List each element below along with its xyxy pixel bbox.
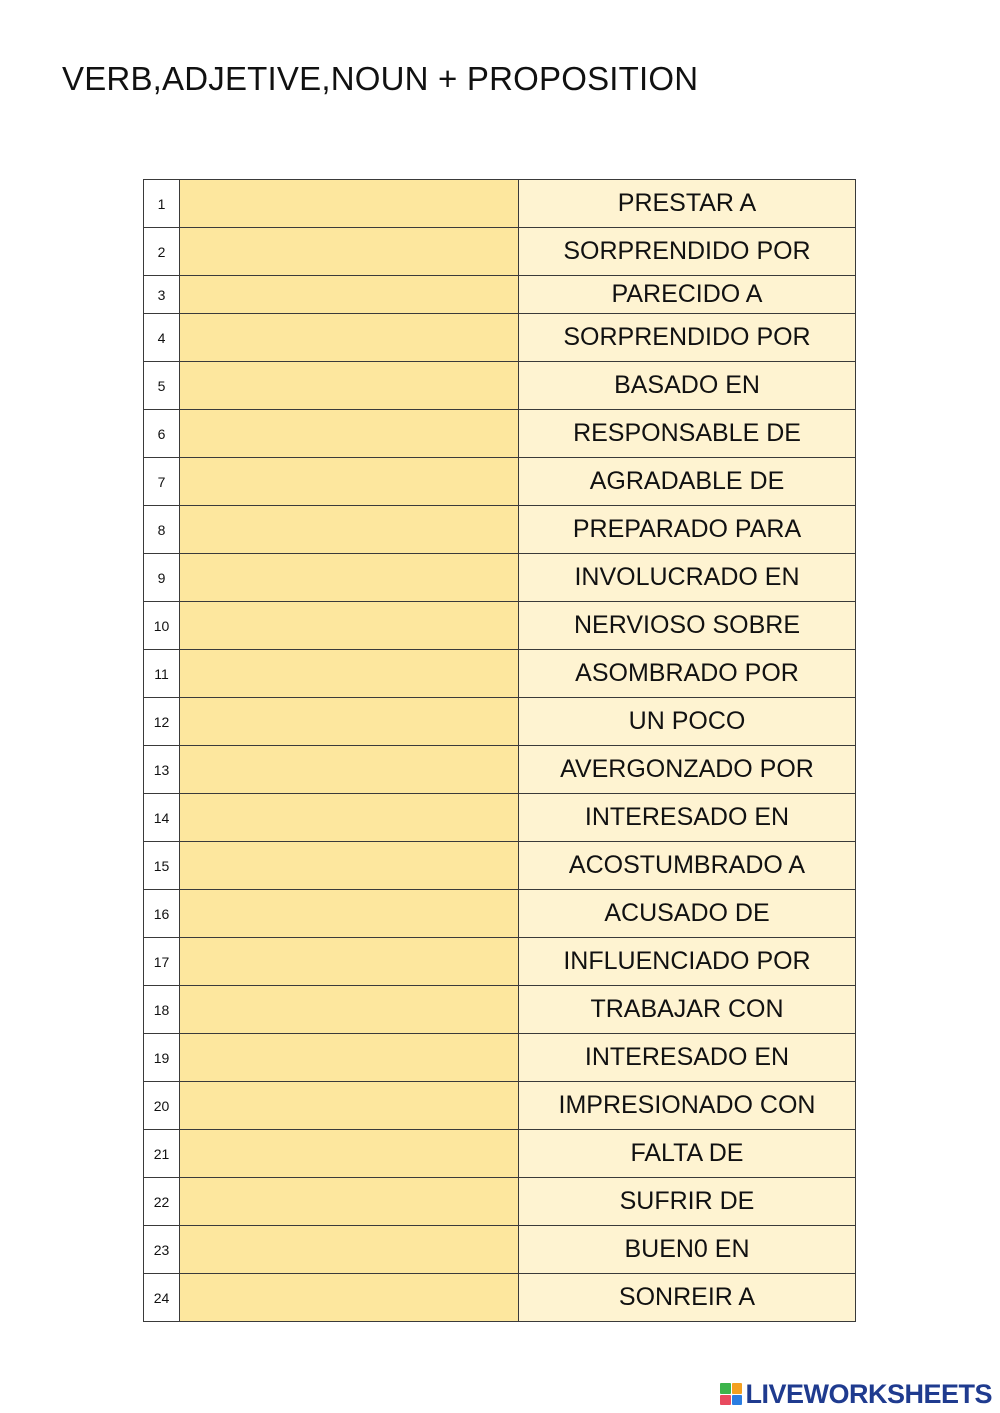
answer-cell [180,180,519,228]
phrase-cell: SORPRENDIDO POR [519,228,856,276]
phrase-cell: INTERESADO EN [519,794,856,842]
row-number: 19 [144,1034,180,1082]
row-number: 21 [144,1130,180,1178]
phrase-cell: INVOLUCRADO EN [519,554,856,602]
row-number: 16 [144,890,180,938]
answer-input[interactable] [180,421,518,447]
table-row [144,228,856,276]
answer-input[interactable] [180,805,518,831]
table-row [144,1082,856,1130]
phrase-cell: INTERESADO EN [519,1034,856,1082]
answer-input[interactable] [180,949,518,975]
answer-cell [180,986,519,1034]
answer-input[interactable] [180,1093,518,1119]
answer-cell [180,410,519,458]
answer-cell [180,746,519,794]
answer-input[interactable] [180,239,518,265]
answer-input[interactable] [180,757,518,783]
row-number: 14 [144,794,180,842]
answer-cell [180,1130,519,1178]
answer-cell [180,506,519,554]
answer-input[interactable] [180,1285,518,1311]
answer-input[interactable] [180,1141,518,1167]
answer-input[interactable] [180,853,518,879]
phrase-cell: ACUSADO DE [519,890,856,938]
phrase-cell: NERVIOSO SOBRE [519,602,856,650]
answer-cell [180,842,519,890]
row-number: 10 [144,602,180,650]
phrase-cell: PARECIDO A [519,276,856,314]
answer-input[interactable] [180,709,518,735]
answer-input[interactable] [180,997,518,1023]
phrase-cell: RESPONSABLE DE [519,410,856,458]
phrase-cell: INFLUENCIADO POR [519,938,856,986]
row-number: 22 [144,1178,180,1226]
row-number: 4 [144,314,180,362]
brand-name: LIVEWORKSHEETS [745,1379,992,1409]
phrase-cell: FALTA DE [519,1130,856,1178]
phrase-cell: SUFRIR DE [519,1178,856,1226]
phrase-cell: TRABAJAR CON [519,986,856,1034]
phrase-cell: SORPRENDIDO POR [519,314,856,362]
answer-cell [180,276,519,314]
answer-cell [180,362,519,410]
answer-cell [180,1226,519,1274]
answer-cell [180,228,519,276]
table-row [144,986,856,1034]
answer-input[interactable] [180,1045,518,1071]
phrase-cell: IMPRESIONADO CON [519,1082,856,1130]
phrase-cell: AGRADABLE DE [519,458,856,506]
answer-input[interactable] [180,1237,518,1263]
answer-input[interactable] [180,901,518,927]
answer-cell [180,458,519,506]
answer-cell [180,1082,519,1130]
worksheet-table [143,179,856,1322]
table-row [144,1274,856,1322]
answer-input[interactable] [180,469,518,495]
answer-input[interactable] [180,373,518,399]
row-number: 1 [144,180,180,228]
phrase-cell: PREPARADO PARA [519,506,856,554]
row-number: 11 [144,650,180,698]
answer-cell [180,938,519,986]
table-row [144,1178,856,1226]
answer-input[interactable] [180,517,518,543]
worksheet-rows [144,180,856,1322]
answer-cell [180,698,519,746]
row-number: 3 [144,276,180,314]
row-number: 23 [144,1226,180,1274]
answer-input[interactable] [180,661,518,687]
answer-cell [180,1178,519,1226]
row-number: 17 [144,938,180,986]
table-row [144,842,856,890]
answer-input[interactable] [180,565,518,591]
row-number: 5 [144,362,180,410]
phrase-cell: UN POCO [519,698,856,746]
table-row [144,602,856,650]
table-row [144,180,856,228]
row-number: 15 [144,842,180,890]
table-row [144,554,856,602]
answer-input[interactable] [180,1189,518,1215]
phrase-cell: BASADO EN [519,362,856,410]
answer-input[interactable] [180,613,518,639]
answer-cell [180,794,519,842]
phrase-cell: ACOSTUMBRADO A [519,842,856,890]
row-number: 8 [144,506,180,554]
row-number: 20 [144,1082,180,1130]
answer-cell [180,890,519,938]
phrase-cell: BUEN0 EN [519,1226,856,1274]
row-number: 2 [144,228,180,276]
table-row [144,746,856,794]
table-row [144,410,856,458]
row-number: 9 [144,554,180,602]
row-number: 13 [144,746,180,794]
phrase-cell: ASOMBRADO POR [519,650,856,698]
answer-cell [180,602,519,650]
row-number: 7 [144,458,180,506]
row-number: 6 [144,410,180,458]
answer-cell [180,314,519,362]
phrase-cell: AVERGONZADO POR [519,746,856,794]
table-row [144,362,856,410]
table-row [144,1226,856,1274]
table-row [144,698,856,746]
table-row [144,458,856,506]
answer-cell [180,1034,519,1082]
answer-cell [180,650,519,698]
table-row [144,890,856,938]
answer-cell [180,1274,519,1322]
brand-logo [720,1381,992,1407]
table-row [144,938,856,986]
table-row [144,276,856,314]
table-row [144,314,856,362]
table-row [144,506,856,554]
phrase-cell: SONREIR A [519,1274,856,1322]
row-number: 24 [144,1274,180,1322]
row-number: 12 [144,698,180,746]
answer-cell [180,554,519,602]
phrase-cell: PRESTAR A [519,180,856,228]
table-row [144,794,856,842]
liveworksheets-logo-icon [720,1383,742,1405]
table-row [144,650,856,698]
answer-input[interactable] [180,191,518,217]
table-row [144,1034,856,1082]
page-title: VERB,ADJETIVE,NOUN + PROPOSITION [62,60,699,97]
answer-input[interactable] [180,325,518,351]
row-number: 18 [144,986,180,1034]
answer-input[interactable] [180,282,518,308]
table-row [144,1130,856,1178]
